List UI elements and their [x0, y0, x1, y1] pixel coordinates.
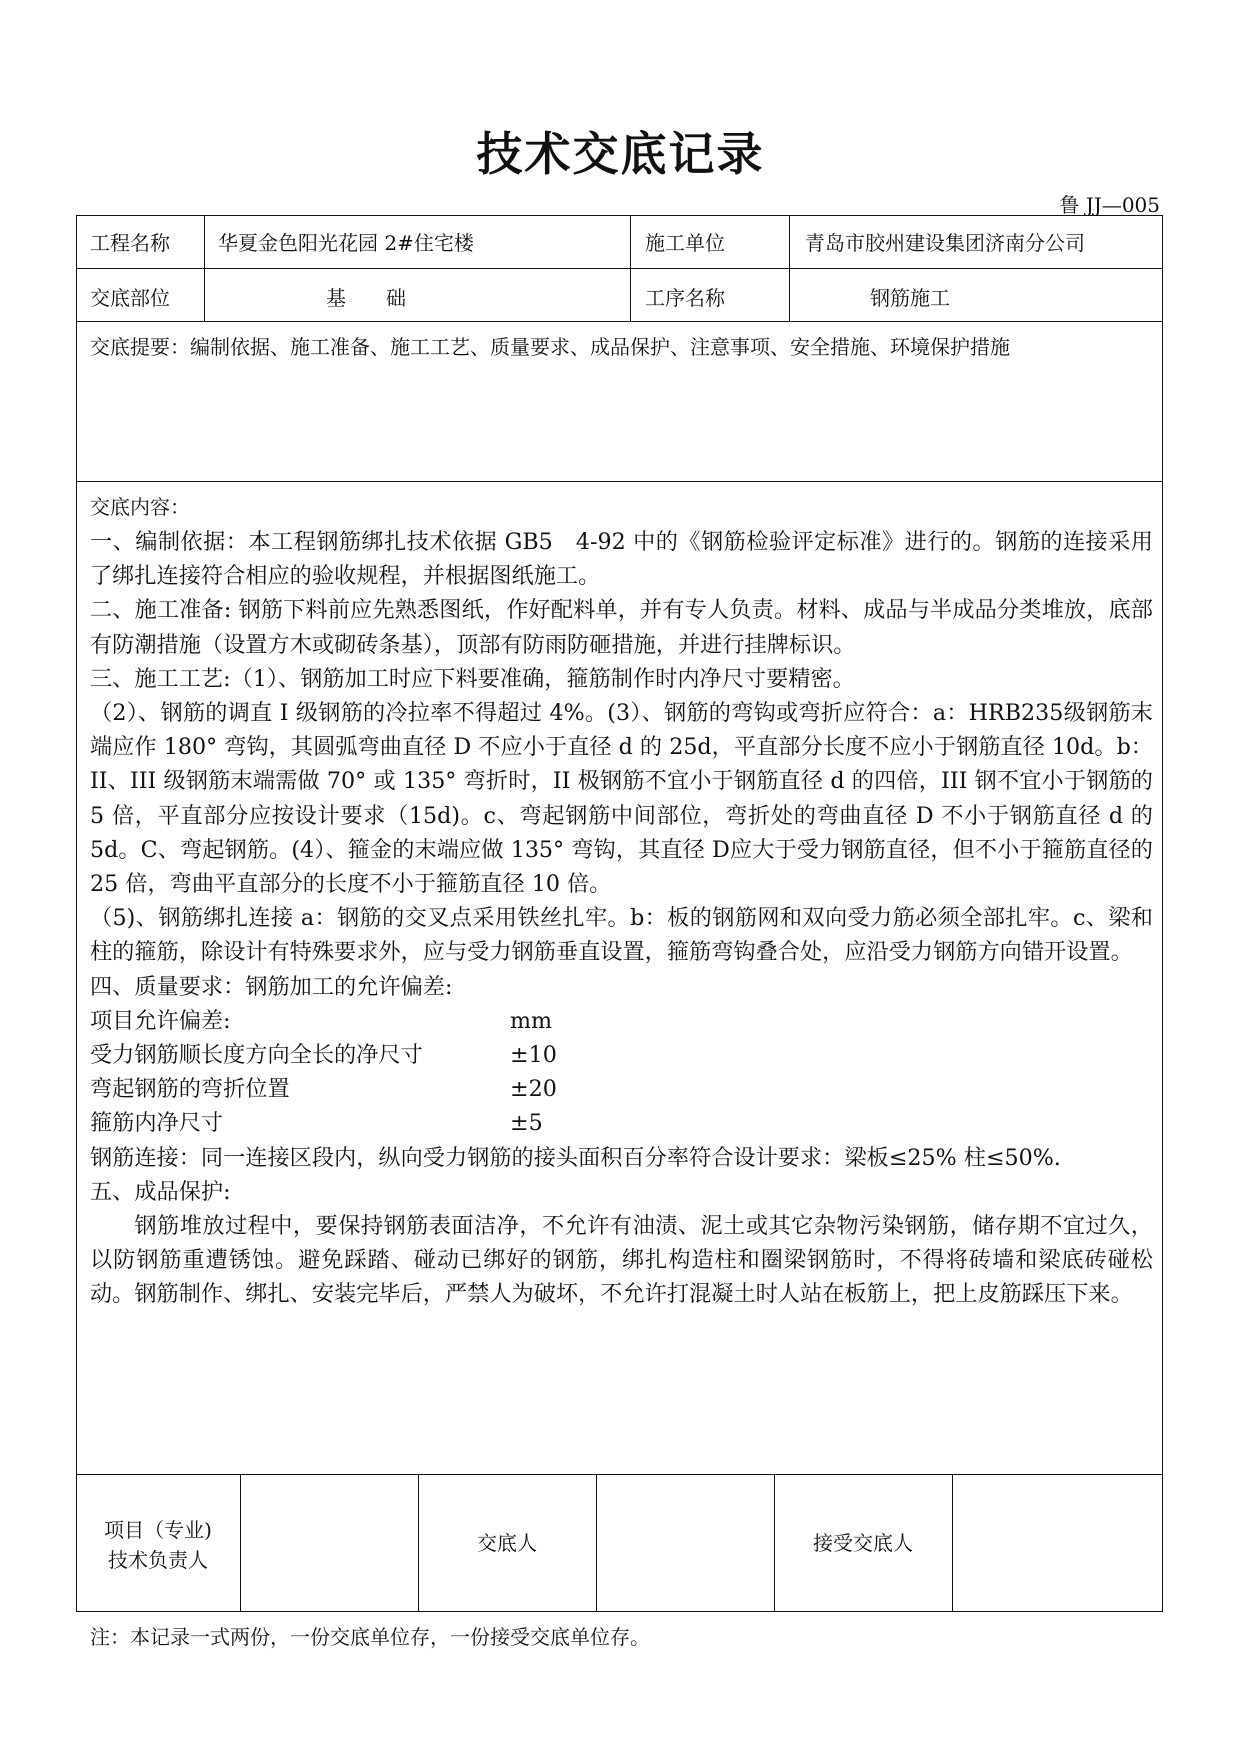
content-paragraph: 四、质量要求：钢筋加工的允许偏差:	[90, 973, 453, 1000]
content-paragraph: （2）、钢筋的调直 I 级钢筋的冷拉率不得超过 4%。(3）、钢筋的弯钩或弯折应符合：a：HRB235级钢筋末端应作 180° 弯钩，其圆弧弯曲直径 D 不应小于直径 d 的 25d，平直部分长度不应小于钢筋直径 10d。b：II、III 级钢筋末端需做 70° 或 135° 弯折时，II 极钢筋不宜小于钢筋直径 d 的四倍，III 钢不宜小于钢筋的 5 倍，平直部分应按设计要求（15d)。c、弯起钢筋中间部位，弯折处的弯曲直径 D 不小于钢筋直径 d 的 5d。C、弯起钢筋。(4）、箍金的末端应做 135° 弯钩，其直径 D应大于受力钢筋直径，但不小于箍筋直径的 25 倍，弯曲平直部分的长度不小于箍筋直径 10 倍。	[90, 700, 1153, 898]
row-divider	[76, 321, 1163, 322]
location-label: 交底部位	[90, 286, 170, 310]
deviation-row	[90, 1004, 1153, 1038]
content-paragraph: 一、编制依据：本工程钢筋绑扎技术依据 GB5 4-92 中的《钢筋检验评定标准》进行的。钢筋的连接采用了绑扎连接符合相应的验收规程，并根据图纸施工。	[90, 529, 1153, 590]
project-name-value: 华夏金色阳光花园 2#住宅楼	[218, 231, 474, 255]
tech-lead-signature-field[interactable]	[242, 1476, 416, 1610]
contractor-value: 青岛市胶州建设集团济南分公司	[805, 231, 1085, 255]
receiver-label: 接受交底人	[813, 1531, 913, 1555]
receiver-signature-field[interactable]	[954, 1476, 1161, 1610]
column-divider	[204, 215, 205, 321]
content-paragraph: 二、施工准备: 钢筋下料前应先熟悉图纸，作好配料单，并有专人负责。材料、成品与半成品分类堆放，底部有防潮措施（设置方木或砌砖条基），顶部有防雨防砸措施，并进行挂牌标识。	[90, 597, 1153, 658]
content-paragraph: 三、施工工艺:（1）、钢筋加工时应下料要准确，箍筋制作时内净尺寸要精密。	[90, 665, 855, 692]
column-divider	[630, 215, 631, 321]
deviation-row	[90, 1106, 1153, 1140]
row-divider	[76, 481, 1163, 482]
column-divider	[240, 1474, 241, 1612]
footer-note: 注：本记录一式两份，一份交底单位存，一份接受交底单位存。	[90, 1625, 650, 1649]
content-paragraph: 钢筋连接：同一连接区段内，纵向受力钢筋的接头面积百分率符合设计要求：梁板≤25% 柱≤50%.	[90, 1144, 1061, 1171]
deviation-value: ±20	[510, 1076, 557, 1103]
deviation-row	[90, 1038, 1153, 1072]
column-divider	[596, 1474, 597, 1612]
disclosure-content	[90, 525, 1153, 1312]
deviation-item: 项目允许偏差:	[90, 1007, 231, 1034]
process-label: 工序名称	[645, 286, 725, 310]
content-label: 交底内容：	[90, 495, 190, 519]
content-paragraph: 钢筋堆放过程中，要保持钢筋表面洁净，不允许有油渍、泥土或其它杂物污染钢筋，储存期不宜过久，以防钢筋重遭锈蚀。避免踩踏、碰动已绑好的钢筋，绑扎构造柱和圈梁钢筋时，不得将砖墙和梁底砖碰松动。钢筋制作、绑扎、安装完毕后，严禁人为破坏，不允许打混凝土时人站在板筋上，把上皮筋踩压下来。	[90, 1213, 1153, 1308]
project-name-label: 工程名称	[90, 231, 170, 255]
deviation-value: ±5	[510, 1110, 543, 1137]
content-paragraph: （5)、钢筋绑扎连接 a：钢筋的交叉点采用铁丝扎牢。b：板的钢筋网和双向受力筋必须全部扎牢。c、梁和柱的箍筋，除设计有特殊要求外，应与受力钢筋垂直设置，箍筋弯钩叠合处，应沿受力钢筋方向错开设置。	[90, 905, 1153, 966]
column-divider	[952, 1474, 953, 1612]
column-divider	[789, 215, 790, 321]
document-code: 鲁 JJ—005	[1059, 193, 1160, 217]
deviation-row	[90, 1072, 1153, 1106]
deviation-item: 弯起钢筋的弯折位置	[90, 1076, 290, 1103]
deviation-value: mm	[510, 1007, 553, 1034]
deviation-value: ±10	[510, 1042, 557, 1069]
deviation-item: 受力钢筋顺长度方向全长的净尺寸	[90, 1042, 423, 1069]
tech-lead-label	[76, 1518, 240, 1572]
discloser-signature-field[interactable]	[598, 1476, 772, 1610]
discloser-label: 交底人	[477, 1531, 537, 1555]
document-title: 技术交底记录	[476, 127, 765, 181]
disclosure-summary: 交底提要：编制依据、施工准备、施工工艺、质量要求、成品保护、注意事项、安全措施、环境保护措施	[90, 335, 1010, 359]
contractor-label: 施工单位	[645, 231, 725, 255]
location-value: 基 础	[326, 286, 406, 310]
content-paragraph: 五、成品保护:	[90, 1178, 231, 1205]
tech-lead-label-line2: 技术负责人	[108, 1548, 208, 1572]
deviation-item: 箍筋内净尺寸	[90, 1110, 224, 1137]
process-value: 钢筋施工	[870, 286, 950, 310]
tech-lead-label-line1: 项目（专业)	[104, 1518, 212, 1542]
row-divider	[76, 268, 1163, 269]
